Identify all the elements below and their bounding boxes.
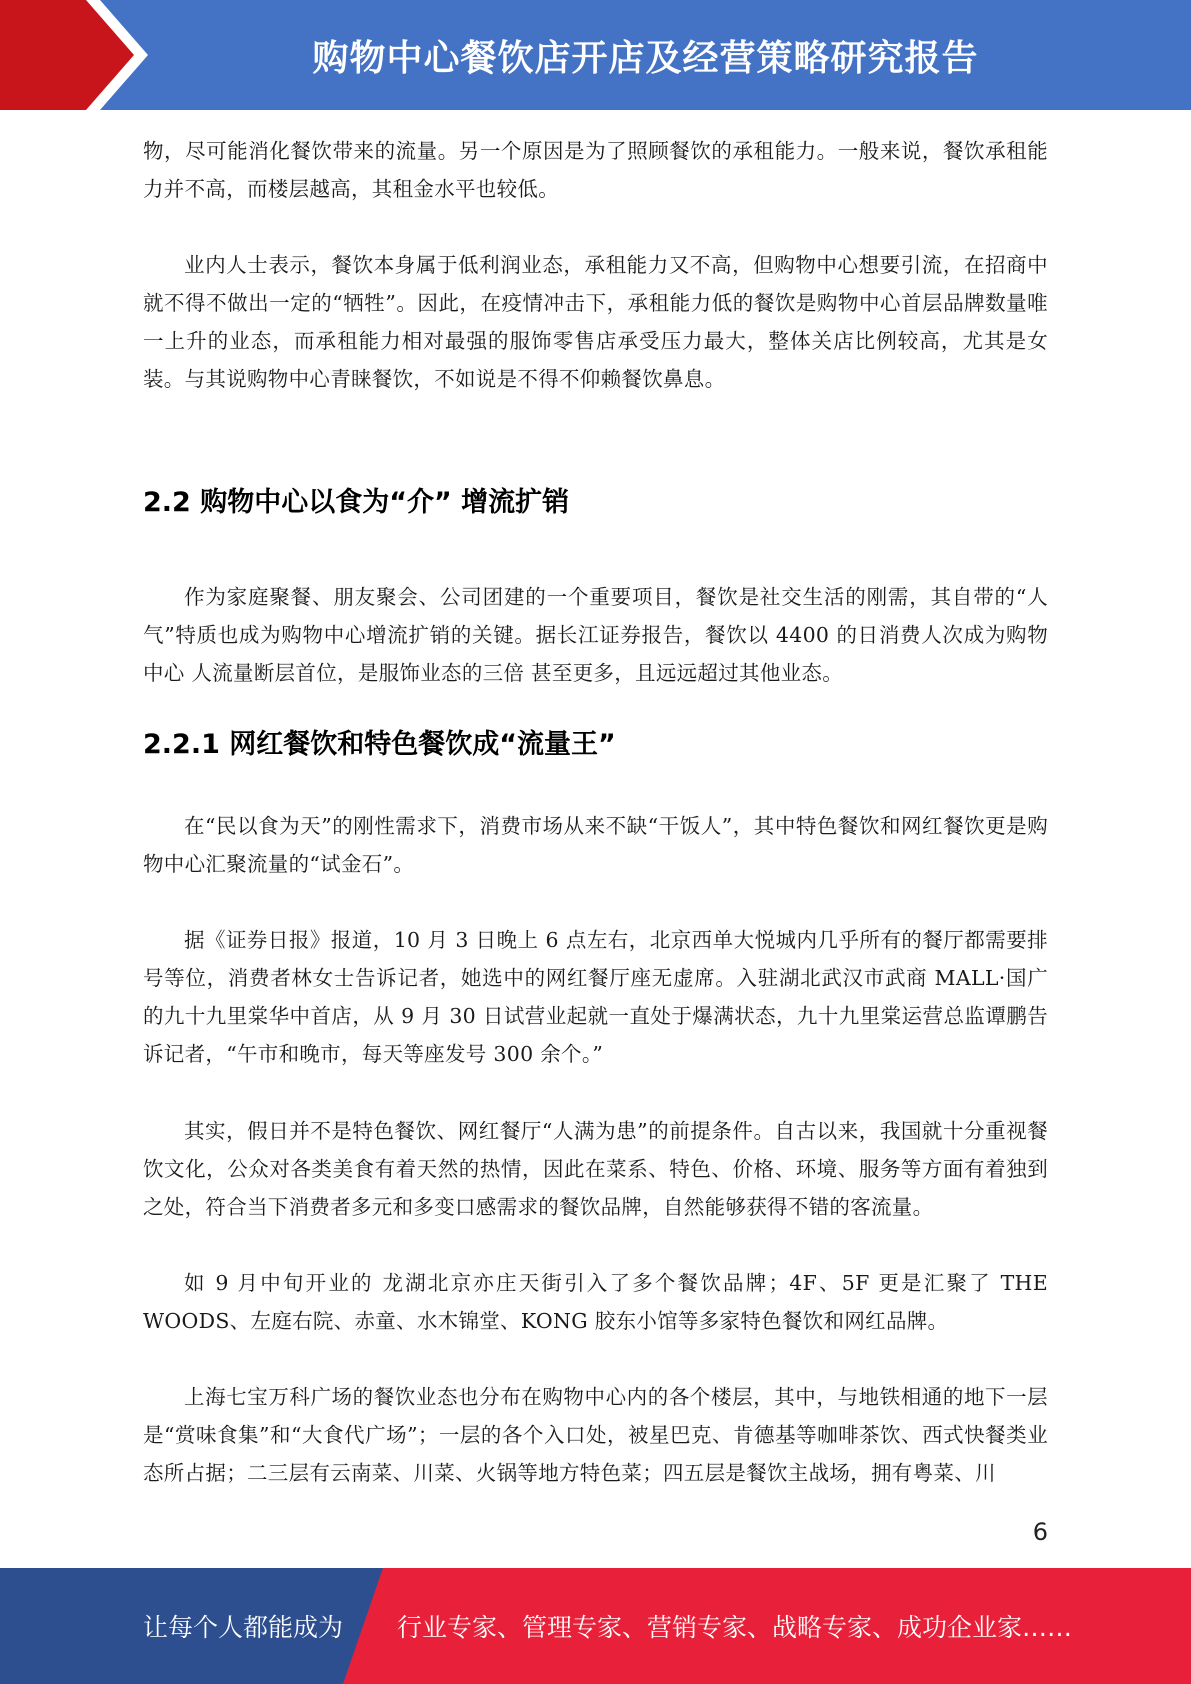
report-title: 购物中心餐饮店开店及经营策略研究报告 (312, 37, 979, 79)
page-footer (0, 1568, 1191, 1684)
footer-slogan-left: 让每个人都能成为 (143, 1613, 344, 1642)
paragraph-3: 作为家庭聚餐、朋友聚会、公司团建的一个重要项目，餐饮是社交生活的刚需，其自带的“人气”特质也成为购物中心增流扩销的关键。据长江证券报告，餐饮以 4400 的日消费人次成为购物中心 人流量断层首位，是服饰业态的三倍 甚至更多，且远远超过其他业态。 (143, 585, 1048, 685)
paragraph-8: 上海七宝万科广场的餐饮业态也分布在购物中心内的各个楼层，其中，与地铁相通的地下一层是“赏味食集”和“大食代广场”；一层的各个入口处，被星巴克、肯德基等咖啡茶饮、西式快餐类业态所占据；二三层有云南菜、川菜、火锅等地方特色菜；四五层是餐饮主战场，拥有粤菜、川 (143, 1385, 1048, 1485)
paragraph-5: 据《证券日报》报道，10 月 3 日晚上 6 点左右，北京西单大悦城内几乎所有的餐厅都需要排号等位，消费者林女士告诉记者，她选中的网红餐厅座无虚席。入驻湖北武汉市武商 MALL·国广的九十九里棠华中首店，从 9 月 30 日试营业起就一直处于爆满状态，九十九里棠运营总监谭鹏告诉记者，“午市和晚市，每天等座发号 300 余个。” (143, 928, 1048, 1066)
paragraph-1: 物，尽可能消化餐饮带来的流量。另一个原因是为了照顾餐饮的承租能力。一般来说，餐饮承租能力并不高，而楼层越高，其租金水平也较低。 (143, 139, 1048, 201)
section-heading-2-2: 2.2 购物中心以食为“介” 增流扩销 (143, 487, 570, 518)
paragraph-2: 业内人士表示，餐饮本身属于低利润业态，承租能力又不高，但购物中心想要引流，在招商中就不得不做出一定的“牺牲”。因此，在疫情冲击下，承租能力低的餐饮是购物中心首层品牌数量唯一上升的业态，而承租能力相对最强的服饰零售店承受压力最大，整体关店比例较高，尤其是女装。与其说购物中心青睐餐饮，不如说是不得不仰赖餐饮鼻息。 (143, 253, 1048, 391)
page-number: 6 (1032, 1518, 1048, 1546)
footer-slogan-right: 行业专家、管理专家、营销专家、战略专家、成功企业家…… (397, 1613, 1073, 1642)
paragraph-4: 在“民以食为天”的刚性需求下，消费市场从来不缺“干饭人”，其中特色餐饮和网红餐饮更是购物中心汇聚流量的“试金石”。 (143, 814, 1048, 876)
section-heading-2-2-1: 2.2.1 网红餐饮和特色餐饮成“流量王” (143, 729, 616, 760)
page-header (0, 0, 1191, 110)
paragraph-7: 如 9 月中旬开业的 龙湖北京亦庄天街引入了多个餐饮品牌；4F、5F 更是汇聚了 THE WOODS、左庭右院、赤童、水木锦堂、KONG 胶东小馆等多家特色餐饮和网红品牌。 (143, 1271, 1048, 1333)
paragraph-6: 其实，假日并不是特色餐饮、网红餐厅“人满为患”的前提条件。自古以来，我国就十分重视餐饮文化，公众对各类美食有着天然的热情，因此在菜系、特色、价格、环境、服务等方面有着独到之处，符合当下消费者多元和多变口感需求的餐饮品牌，自然能够获得不错的客流量。 (143, 1119, 1048, 1219)
